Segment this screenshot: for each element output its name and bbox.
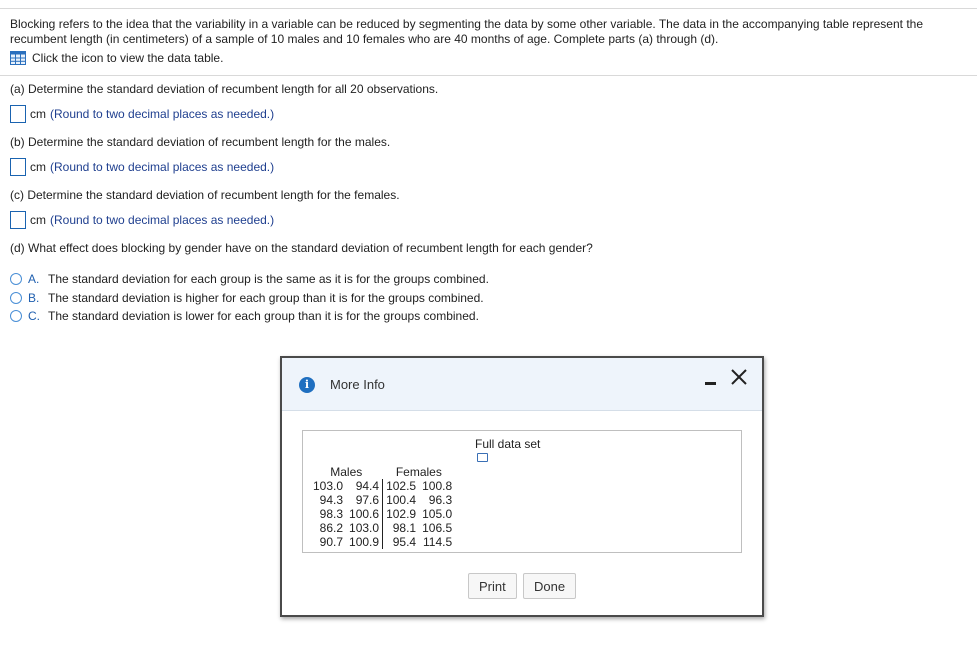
- table-cell: 96.3: [428, 493, 453, 507]
- table-cell: 103.0: [346, 521, 383, 535]
- table-cell: 100.6: [346, 507, 383, 521]
- males-header: Males: [330, 465, 363, 479]
- part-c-hint: (Round to two decimal places as needed.): [50, 213, 275, 227]
- option-c-text[interactable]: The standard deviation is lower for each group than it is for the groups combined.: [48, 309, 479, 323]
- section-divider: [0, 75, 977, 76]
- table-cell: 98.1: [392, 521, 417, 535]
- part-d-question: (d) What effect does blocking by gender have on the standard deviation of recumbent length for each gender?: [10, 241, 593, 255]
- done-button[interactable]: Done: [523, 573, 576, 599]
- table-cell: 98.3: [319, 507, 344, 521]
- dialog-header[interactable]: [282, 358, 762, 411]
- option-c[interactable]: [10, 309, 479, 323]
- females-header: Females: [395, 465, 442, 479]
- option-b-text[interactable]: The standard deviation is higher for each group than it is for the groups combined.: [48, 291, 484, 305]
- table-cell: 102.5: [386, 479, 417, 493]
- option-a-text[interactable]: The standard deviation for each group is the same as it is for the groups combined.: [48, 272, 489, 286]
- table-row: [310, 493, 455, 507]
- part-c-answer-input[interactable]: [10, 211, 26, 229]
- table-cell: 100.9: [346, 535, 383, 549]
- print-button[interactable]: Print: [468, 573, 517, 599]
- table-row: [310, 479, 455, 493]
- table-row: [310, 507, 455, 521]
- table-cell: 100.4: [386, 493, 417, 507]
- table-cell: 103.0: [313, 479, 344, 493]
- table-row: [310, 521, 455, 535]
- close-icon[interactable]: [728, 366, 750, 388]
- option-a[interactable]: [10, 272, 489, 286]
- table-cell: 105.0: [422, 507, 453, 521]
- table-cell: 102.9: [386, 507, 417, 521]
- part-a-unit: cm: [30, 107, 46, 121]
- full-data-set-label: Full data set: [475, 437, 541, 451]
- part-c-answer-row: [10, 211, 274, 229]
- recumbent-length-table: [310, 465, 455, 549]
- table-cell: 114.5: [422, 535, 453, 549]
- data-table-link[interactable]: [10, 50, 223, 66]
- option-c-letter: C.: [28, 309, 40, 323]
- option-b-letter: B.: [28, 291, 40, 305]
- table-cell: 94.4: [346, 479, 383, 493]
- more-info-dialog: [280, 356, 764, 617]
- option-b-radio[interactable]: [10, 292, 22, 304]
- option-c-radio[interactable]: [10, 310, 22, 322]
- part-b-answer-input[interactable]: [10, 158, 26, 176]
- part-c-unit: cm: [30, 213, 46, 227]
- table-cell: 97.6: [346, 493, 383, 507]
- data-table-icon[interactable]: [10, 51, 26, 65]
- info-icon: i: [299, 377, 315, 393]
- minimize-icon[interactable]: [705, 382, 716, 385]
- part-b-unit: cm: [30, 160, 46, 174]
- option-a-radio[interactable]: [10, 273, 22, 285]
- problem-intro: Blocking refers to the idea that the variability in a variable can be reduced by segmenting the data by some other variable. The data in the accompanying table represent the recumbent length (in centimeters) of a sample of 10 males and 10 females who are 40 months of age. Complete parts (a) through (d).: [10, 17, 923, 46]
- top-divider: [0, 8, 977, 9]
- table-cell: 90.7: [319, 535, 344, 549]
- data-table-link-label[interactable]: Click the icon to view the data table.: [32, 51, 224, 65]
- part-c-question: (c) Determine the standard deviation of recumbent length for the females.: [10, 188, 400, 202]
- dialog-title: More Info: [330, 377, 385, 392]
- table-header-row: [310, 465, 455, 479]
- option-b[interactable]: [10, 291, 484, 305]
- table-cell: 95.4: [392, 535, 417, 549]
- copy-icon[interactable]: [477, 453, 488, 462]
- table-row: [310, 535, 455, 549]
- option-a-letter: A.: [28, 272, 40, 286]
- table-cell: 86.2: [319, 521, 344, 535]
- part-a-answer-row: [10, 105, 274, 123]
- part-b-question: (b) Determine the standard deviation of recumbent length for the males.: [10, 135, 391, 149]
- table-cell: 106.5: [422, 521, 453, 535]
- table-cell: 100.8: [422, 479, 453, 493]
- table-cell: 94.3: [319, 493, 344, 507]
- part-b-answer-row: [10, 158, 274, 176]
- part-a-answer-input[interactable]: [10, 105, 26, 123]
- part-a-hint: (Round to two decimal places as needed.): [50, 107, 275, 121]
- part-a-question: (a) Determine the standard deviation of recumbent length for all 20 observations.: [10, 82, 439, 96]
- part-b-hint: (Round to two decimal places as needed.): [50, 160, 275, 174]
- data-panel: [302, 430, 742, 553]
